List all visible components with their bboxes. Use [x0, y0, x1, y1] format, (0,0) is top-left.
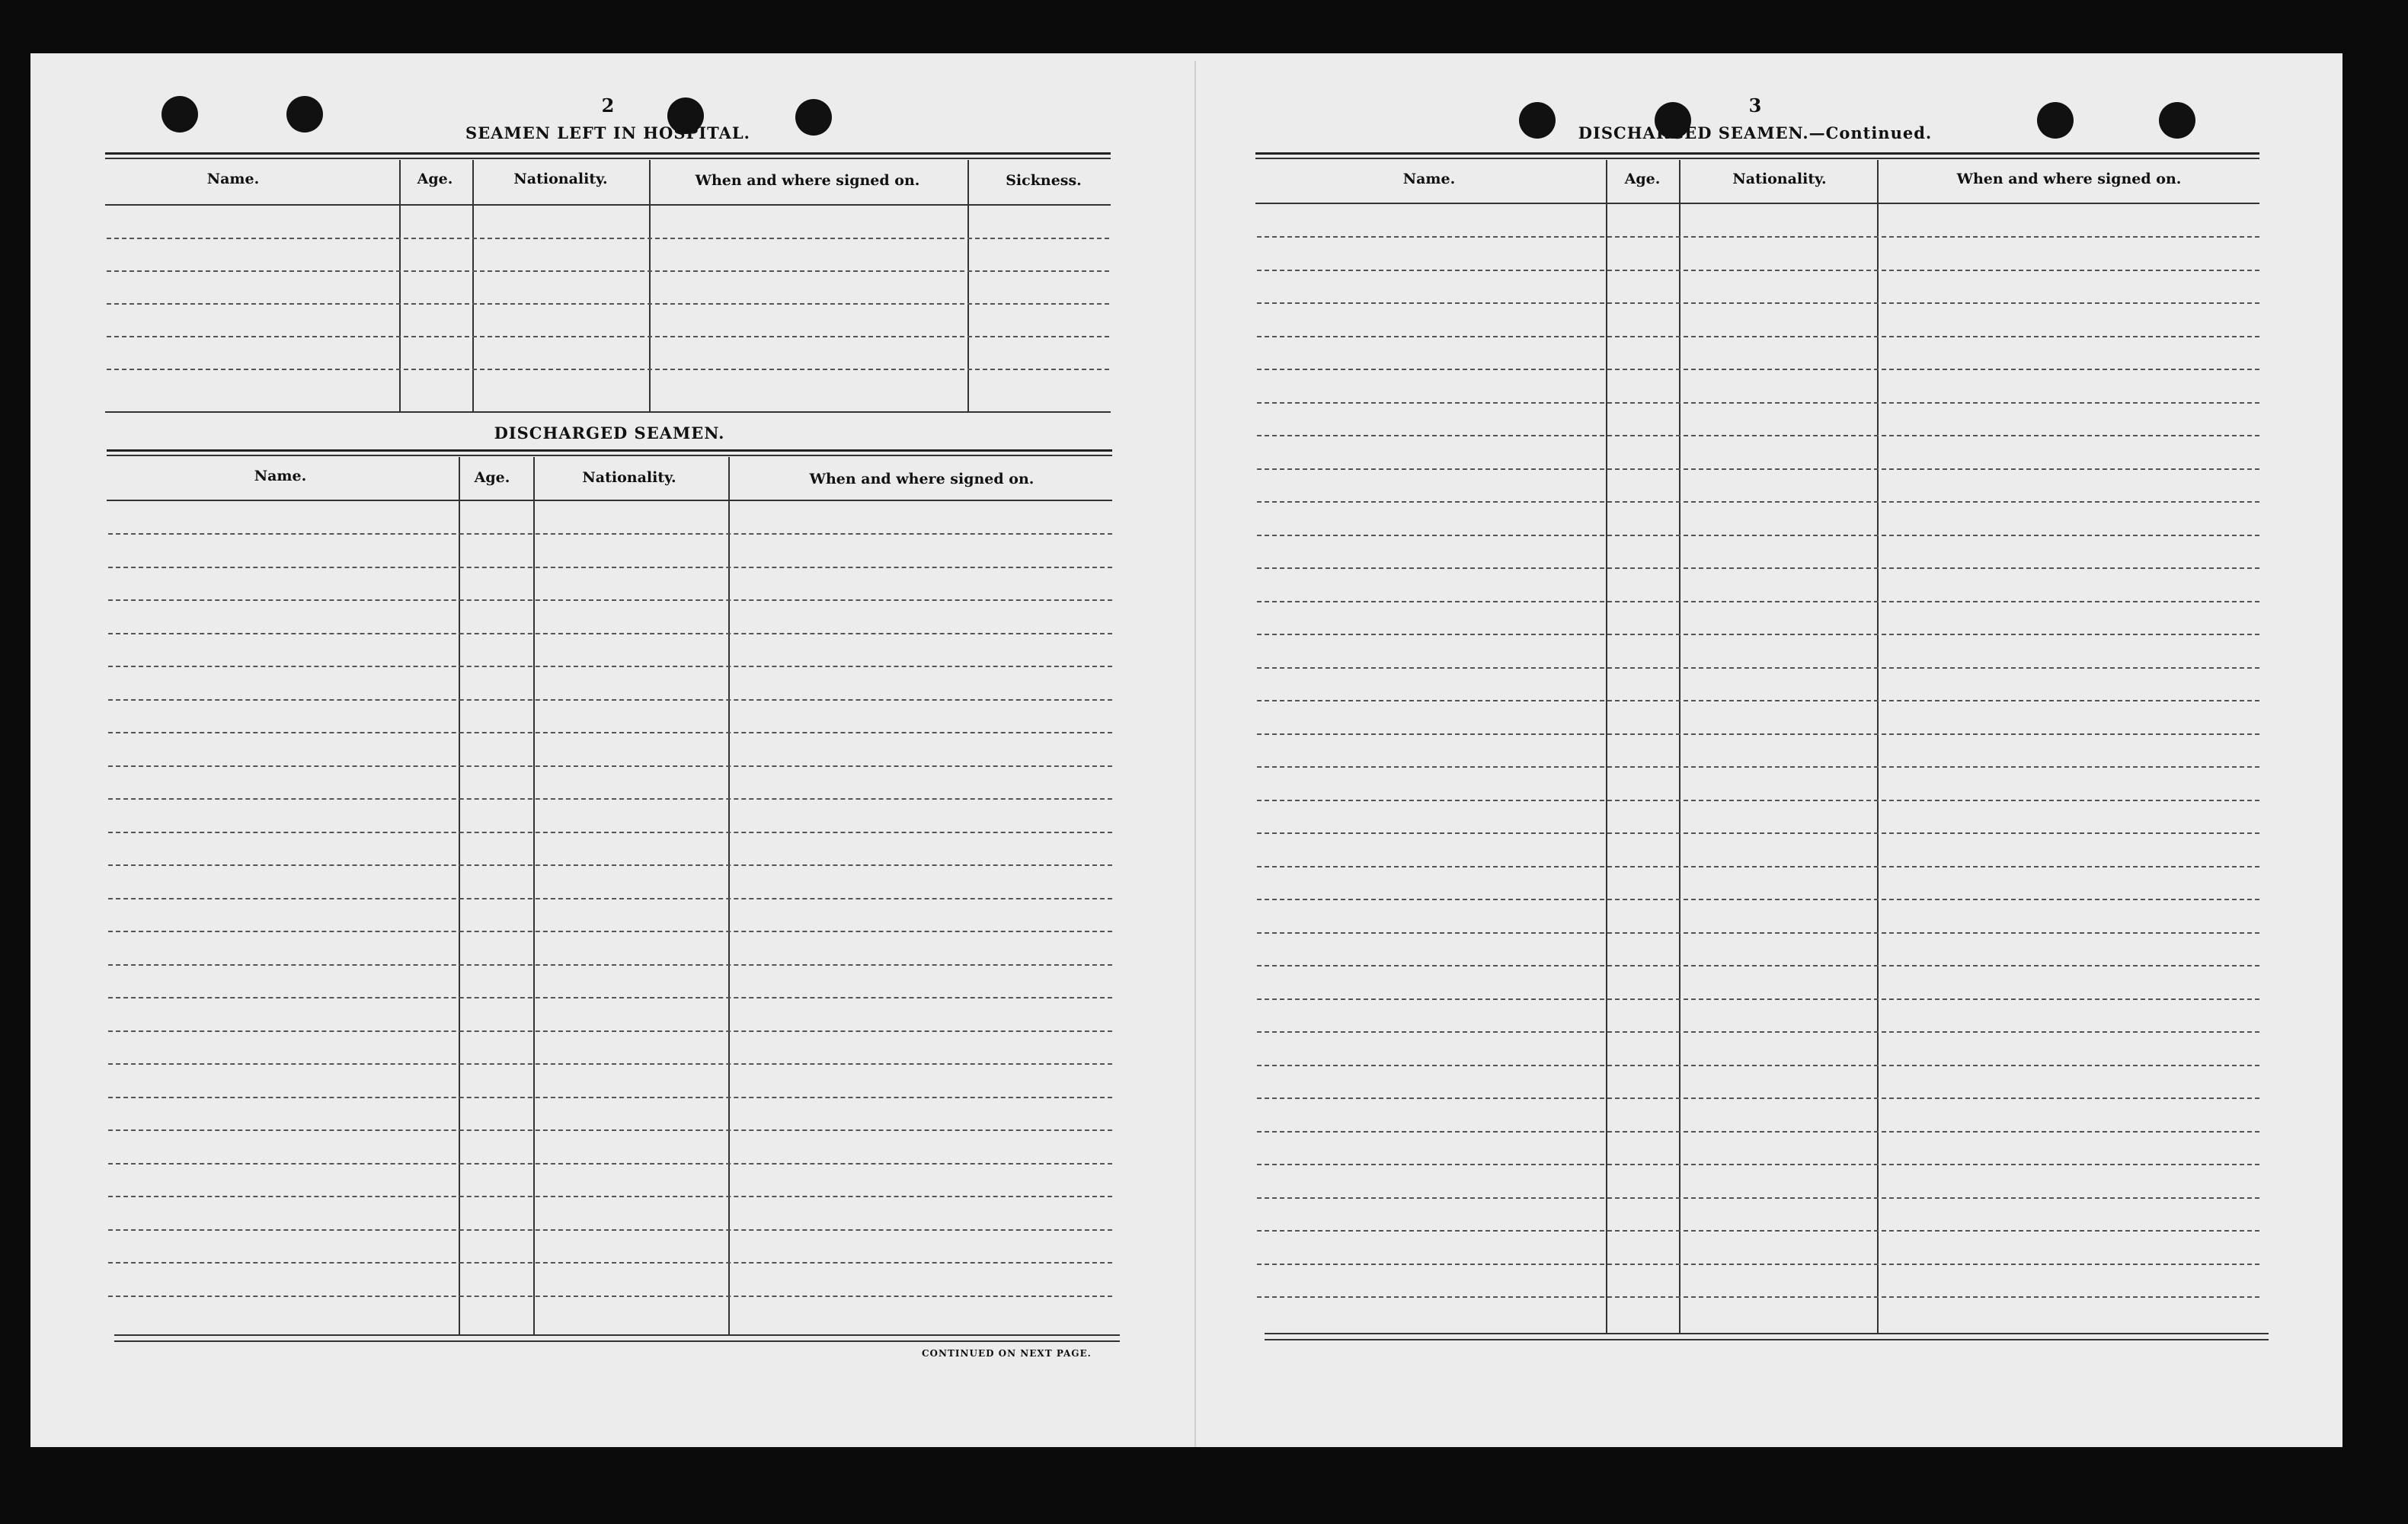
ruled-line: [1257, 965, 2259, 966]
ruled-line: [108, 633, 1112, 634]
ruled-line: [107, 238, 1109, 239]
ruled-line: [108, 931, 1112, 932]
paper-sheet: [30, 53, 2342, 1447]
hospital-divider: [472, 160, 474, 411]
hospital-divider: [967, 160, 969, 411]
ruled-line: [1257, 1197, 2259, 1199]
ruled-line: [1257, 1164, 2259, 1165]
right-bottom-rule-2: [1265, 1339, 2269, 1340]
right-top-rule: [1255, 152, 2259, 155]
discharged-col-age: Age.: [474, 469, 510, 486]
ruled-line: [1257, 270, 2259, 271]
ruled-line: [1257, 766, 2259, 768]
discharged-col-nationality: Nationality.: [582, 469, 676, 486]
right-header-rule: [1255, 203, 2259, 204]
ruled-line: [1257, 1097, 2259, 1099]
ruled-line: [108, 864, 1112, 866]
hospital-top-rule-2: [105, 158, 1111, 159]
ruled-line: [1257, 501, 2259, 503]
ruled-line: [108, 1196, 1112, 1197]
ruled-line: [108, 832, 1112, 833]
discharged-divider: [533, 457, 535, 1334]
ruled-line: [1257, 236, 2259, 238]
ruled-line: [108, 1262, 1112, 1264]
ruled-line: [108, 1163, 1112, 1165]
punch-hole: [1519, 102, 1556, 139]
ruled-line: [1257, 1131, 2259, 1133]
right-col-age: Age.: [1624, 171, 1661, 187]
punch-hole: [2159, 102, 2195, 139]
ruled-line: [108, 898, 1112, 899]
continued-note: CONTINUED ON NEXT PAGE.: [922, 1348, 1092, 1359]
ruled-line: [108, 533, 1112, 535]
hospital-col-nationality: Nationality.: [513, 171, 608, 187]
ruled-line: [1257, 1065, 2259, 1066]
ruled-line: [108, 599, 1112, 601]
ruled-line: [1257, 535, 2259, 536]
ruled-line: [1257, 667, 2259, 669]
right-bottom-rule: [1265, 1333, 2269, 1334]
punch-hole: [2037, 102, 2074, 139]
ruled-line: [1257, 733, 2259, 735]
ruled-line: [108, 1097, 1112, 1098]
page-number-right: 3: [1748, 94, 1762, 117]
ruled-line: [107, 270, 1109, 272]
ruled-line: [1257, 567, 2259, 569]
punch-hole: [795, 99, 832, 136]
ruled-line: [107, 303, 1109, 305]
page-number-left: 2: [601, 94, 615, 117]
discharged-continued-title: DISCHARGED SEAMEN.—Continued.: [1578, 123, 1933, 142]
ruled-line: [1257, 1031, 2259, 1033]
punch-hole: [286, 96, 323, 133]
ruled-line: [1257, 369, 2259, 370]
discharged-bottom-rule-2: [114, 1340, 1120, 1342]
discharged-divider: [459, 457, 460, 1334]
ruled-line: [1257, 601, 2259, 602]
ruled-line: [108, 1129, 1112, 1131]
discharged-section-title: DISCHARGED SEAMEN.: [494, 423, 725, 443]
ruled-line: [107, 336, 1109, 337]
ruled-line: [108, 1030, 1112, 1032]
hospital-col-name: Name.: [206, 171, 260, 187]
ruled-line: [108, 964, 1112, 966]
discharged-top-rule-2: [107, 455, 1112, 456]
ruled-line: [108, 1296, 1112, 1297]
ruled-line: [1257, 435, 2259, 436]
hospital-divider: [399, 160, 401, 411]
ruled-line: [108, 567, 1112, 568]
ruled-line: [108, 1063, 1112, 1065]
discharged-divider: [728, 457, 730, 1334]
ruled-line: [108, 798, 1112, 800]
ruled-line: [108, 699, 1112, 701]
discharged-bottom-rule: [114, 1334, 1120, 1336]
hospital-col-age: Age.: [417, 171, 453, 187]
hospital-top-rule: [105, 152, 1111, 155]
hospital-bottom-rule: [105, 411, 1111, 413]
right-col-signed-on: When and where signed on.: [1956, 171, 2182, 187]
ruled-line: [1257, 1296, 2259, 1298]
right-top-rule-2: [1255, 158, 2259, 159]
right-col-name: Name.: [1402, 171, 1456, 187]
discharged-col-signed-on: When and where signed on.: [809, 471, 1035, 487]
right-col-nationality: Nationality.: [1732, 171, 1827, 187]
ruled-line: [1257, 302, 2259, 304]
discharged-top-rule: [107, 449, 1112, 452]
ruled-line: [1257, 1264, 2259, 1265]
discharged-col-name: Name.: [254, 468, 307, 484]
ruled-line: [107, 369, 1109, 370]
ruled-line: [108, 765, 1112, 767]
ruled-line: [108, 997, 1112, 998]
ruled-line: [108, 732, 1112, 733]
ruled-line: [1257, 932, 2259, 934]
hospital-divider: [649, 160, 651, 411]
ruled-line: [1257, 336, 2259, 337]
ruled-line: [1257, 899, 2259, 900]
ruled-line: [1257, 998, 2259, 1000]
ruled-line: [1257, 832, 2259, 834]
ruled-line: [1257, 402, 2259, 404]
ruled-line: [1257, 800, 2259, 801]
discharged-header-rule: [107, 500, 1112, 501]
ruled-line: [1257, 700, 2259, 701]
ruled-line: [1257, 634, 2259, 635]
ruled-line: [1257, 468, 2259, 470]
punch-hole: [161, 96, 198, 133]
hospital-col-signed-on: When and where signed on.: [695, 172, 920, 189]
page-gutter: [1194, 61, 1196, 1447]
ruled-line: [108, 666, 1112, 667]
ruled-line: [1257, 1230, 2259, 1232]
ruled-line: [1257, 866, 2259, 867]
ruled-line: [108, 1229, 1112, 1231]
hospital-section-title: SEAMEN LEFT IN HOSPITAL.: [465, 123, 750, 142]
hospital-col-sickness: Sickness.: [1006, 172, 1082, 189]
hospital-header-rule: [105, 204, 1111, 206]
